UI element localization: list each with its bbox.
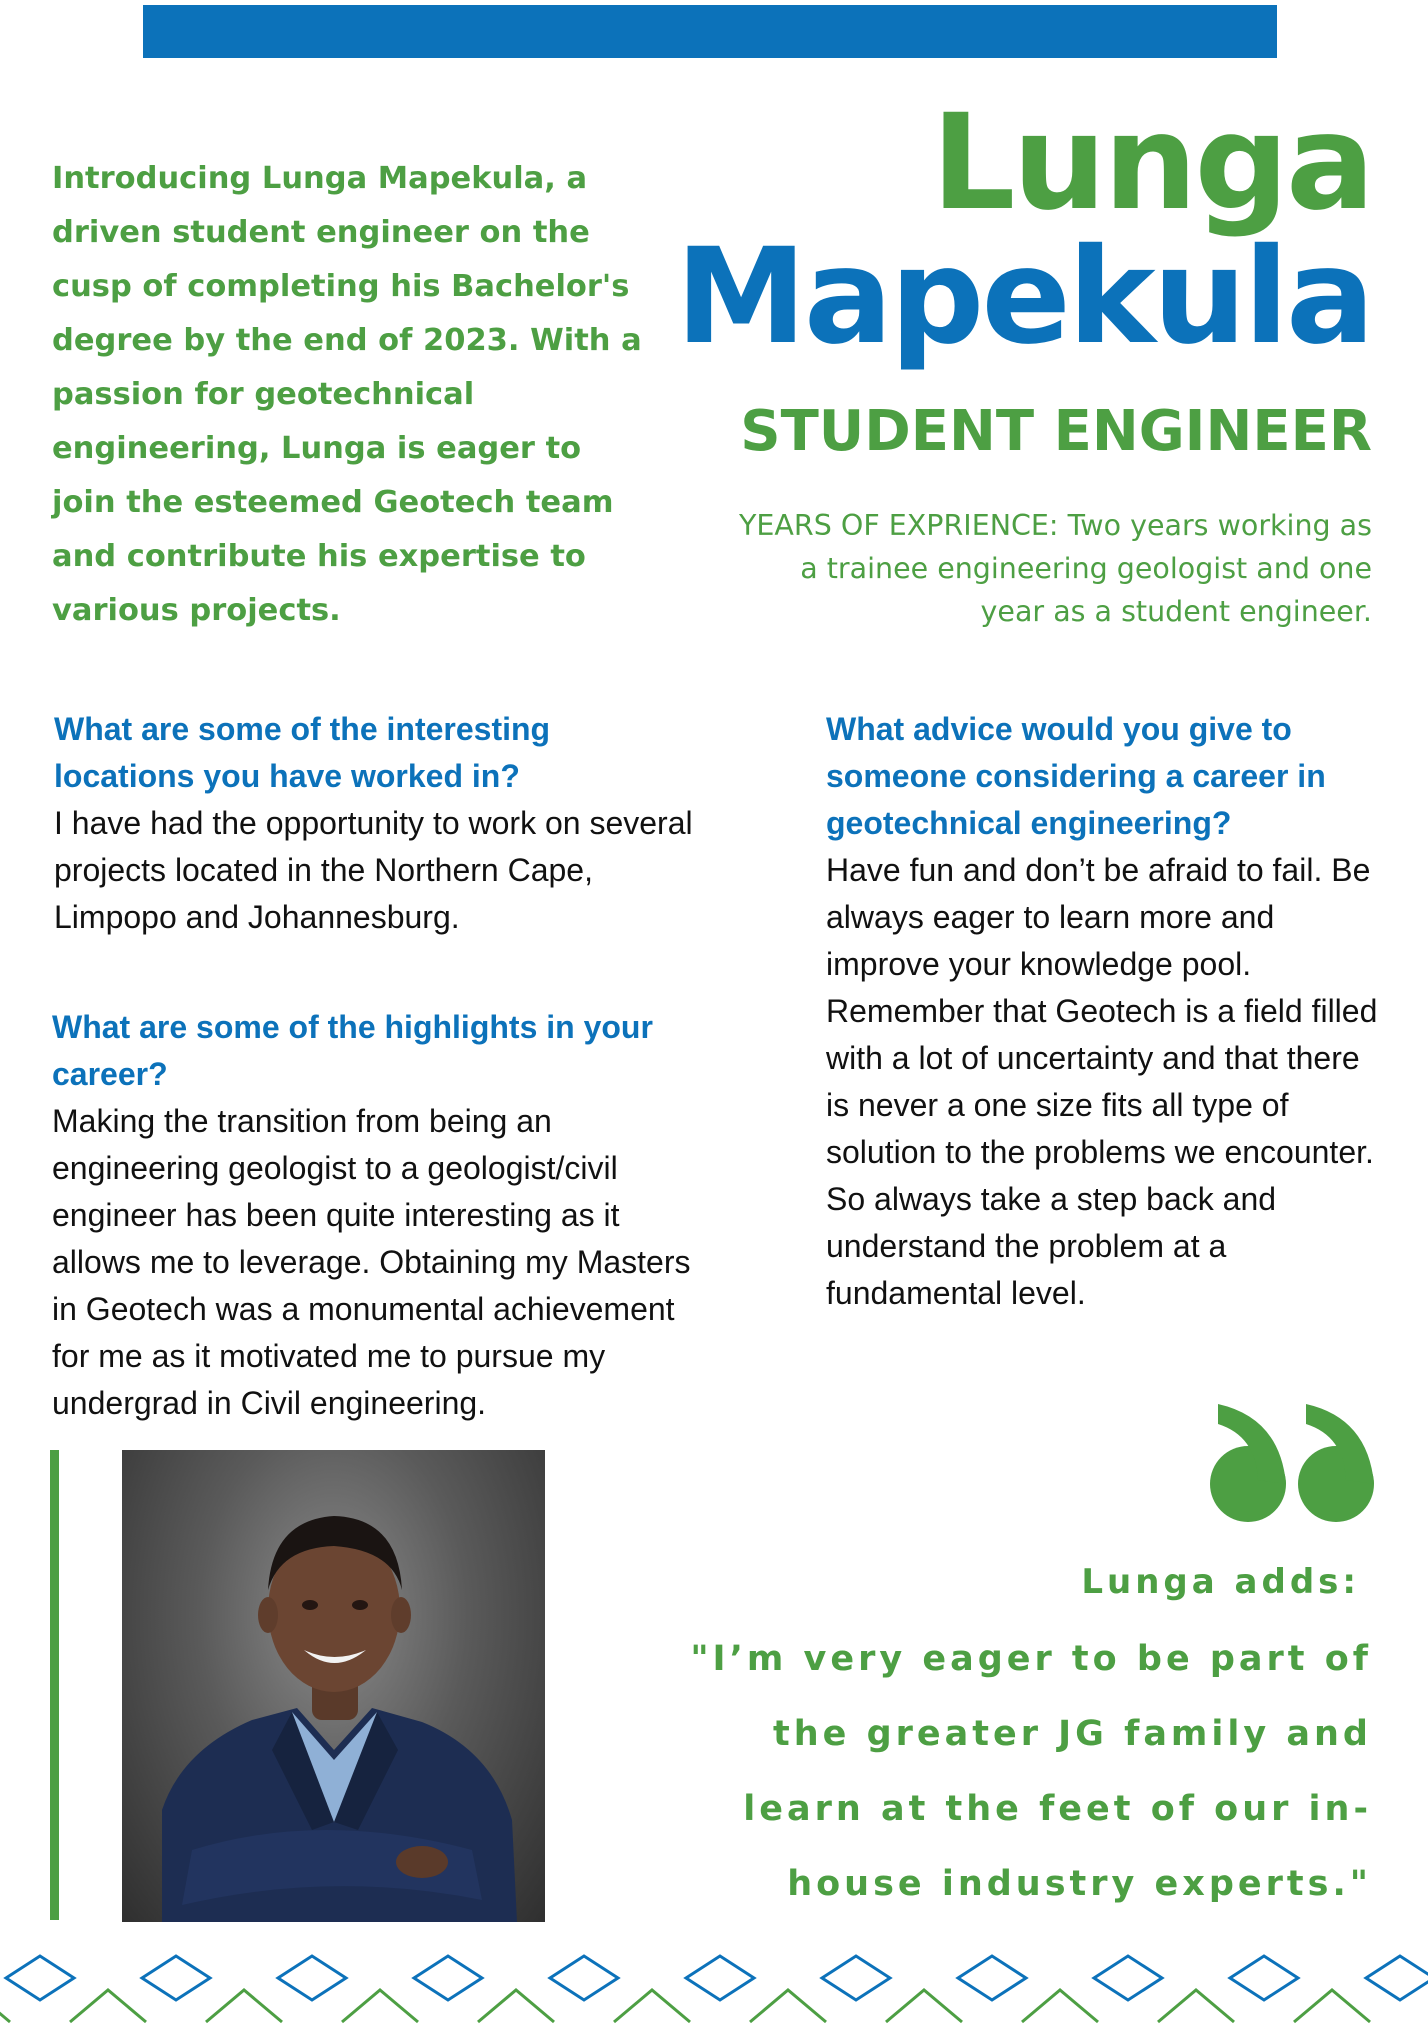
qa-question: What are some of the highlights in your career? [52, 1009, 653, 1092]
quote-mark-icon [1208, 1398, 1380, 1528]
footer-chevron-green [206, 1990, 282, 2022]
portrait-illustration [122, 1450, 545, 1922]
footer-chevron-green [1158, 1990, 1234, 2022]
green-accent-rule [50, 1450, 59, 1920]
footer-diamond-pattern [0, 1950, 1428, 2028]
footer-diamond-blue [1366, 1956, 1428, 2000]
footer-diamond-blue [686, 1956, 754, 2000]
quote-block [652, 1556, 1372, 1922]
footer-diamond-blue [414, 1956, 482, 2000]
qa-question: What advice would you give to someone considering a career in geotechnical engineering? [826, 711, 1326, 841]
quote-lead: Lunga adds: [1081, 1562, 1360, 1602]
qa-answer: Making the transition from being an engineering geologist to a geologist/civil engineer has been quite interesting as it allows me to leverage. Obtaining my Masters in Geotech was a monumental achievement for me as it motivated me to pursue my undergrad in Civil engineering. [52, 1103, 691, 1421]
name-first: Lunga [931, 86, 1372, 240]
qa-highlights [52, 1004, 712, 1427]
header-bar [143, 5, 1277, 58]
footer-chevron-green [342, 1990, 418, 2022]
footer-diamond-blue [1230, 1956, 1298, 2000]
footer-chevron-green [886, 1990, 962, 2022]
footer-chevron-green [0, 1990, 10, 2022]
intro-paragraph: Introducing Lunga Mapekula, a driven student engineer on the cusp of completing his Bachelor's degree by the end of 2023. With a passion for geotechnical engineering, Lunga is eager to join the esteemed Geotech team and contribute his expertise to various projects. [52, 161, 642, 628]
footer-diamond-blue [6, 1956, 74, 2000]
quote-text: "I’m very eager to be part of the greater JG family and learn at the feet of our in-house industry experts." [690, 1639, 1372, 1904]
footer-diamond-blue [1094, 1956, 1162, 2000]
qa-locations [54, 706, 694, 941]
footer-chevron-green [614, 1990, 690, 2022]
qa-answer: Have fun and don’t be afraid to fail. Be always eager to learn more and improve your knowledge pool. Remember that Geotech is a field filled with a lot of uncertainty and that there is never a one size fits all type of solution to the problems we encounter. So always take a step back and understand the problem at a fundamental level. [826, 852, 1378, 1311]
footer-diamond-blue [142, 1956, 210, 2000]
footer-diamond-blue [550, 1956, 618, 2000]
qa-question: What are some of the interesting locations you have worked in? [54, 711, 551, 794]
name-last: Mapekula [675, 220, 1372, 374]
footer-chevron-green [750, 1990, 826, 2022]
footer-diamond-blue [278, 1956, 346, 2000]
footer-diamond-blue [822, 1956, 890, 2000]
portrait-photo [122, 1450, 545, 1922]
footer-chevron-green [1294, 1990, 1370, 2022]
role-title: STUDENT ENGINEER [740, 399, 1372, 464]
footer-chevron-green [478, 1990, 554, 2022]
footer-diamond-blue [958, 1956, 1026, 2000]
footer-chevron-green [70, 1990, 146, 2022]
qa-answer: I have had the opportunity to work on several projects located in the Northern Cape, Limpopo and Johannesburg. [54, 805, 693, 935]
qa-advice [826, 706, 1386, 1317]
footer-chevron-green [1022, 1990, 1098, 2022]
experience-text: YEARS OF EXPRIENCE: Two years working as a trainee engineering geologist and one year as a student engineer. [739, 509, 1372, 628]
